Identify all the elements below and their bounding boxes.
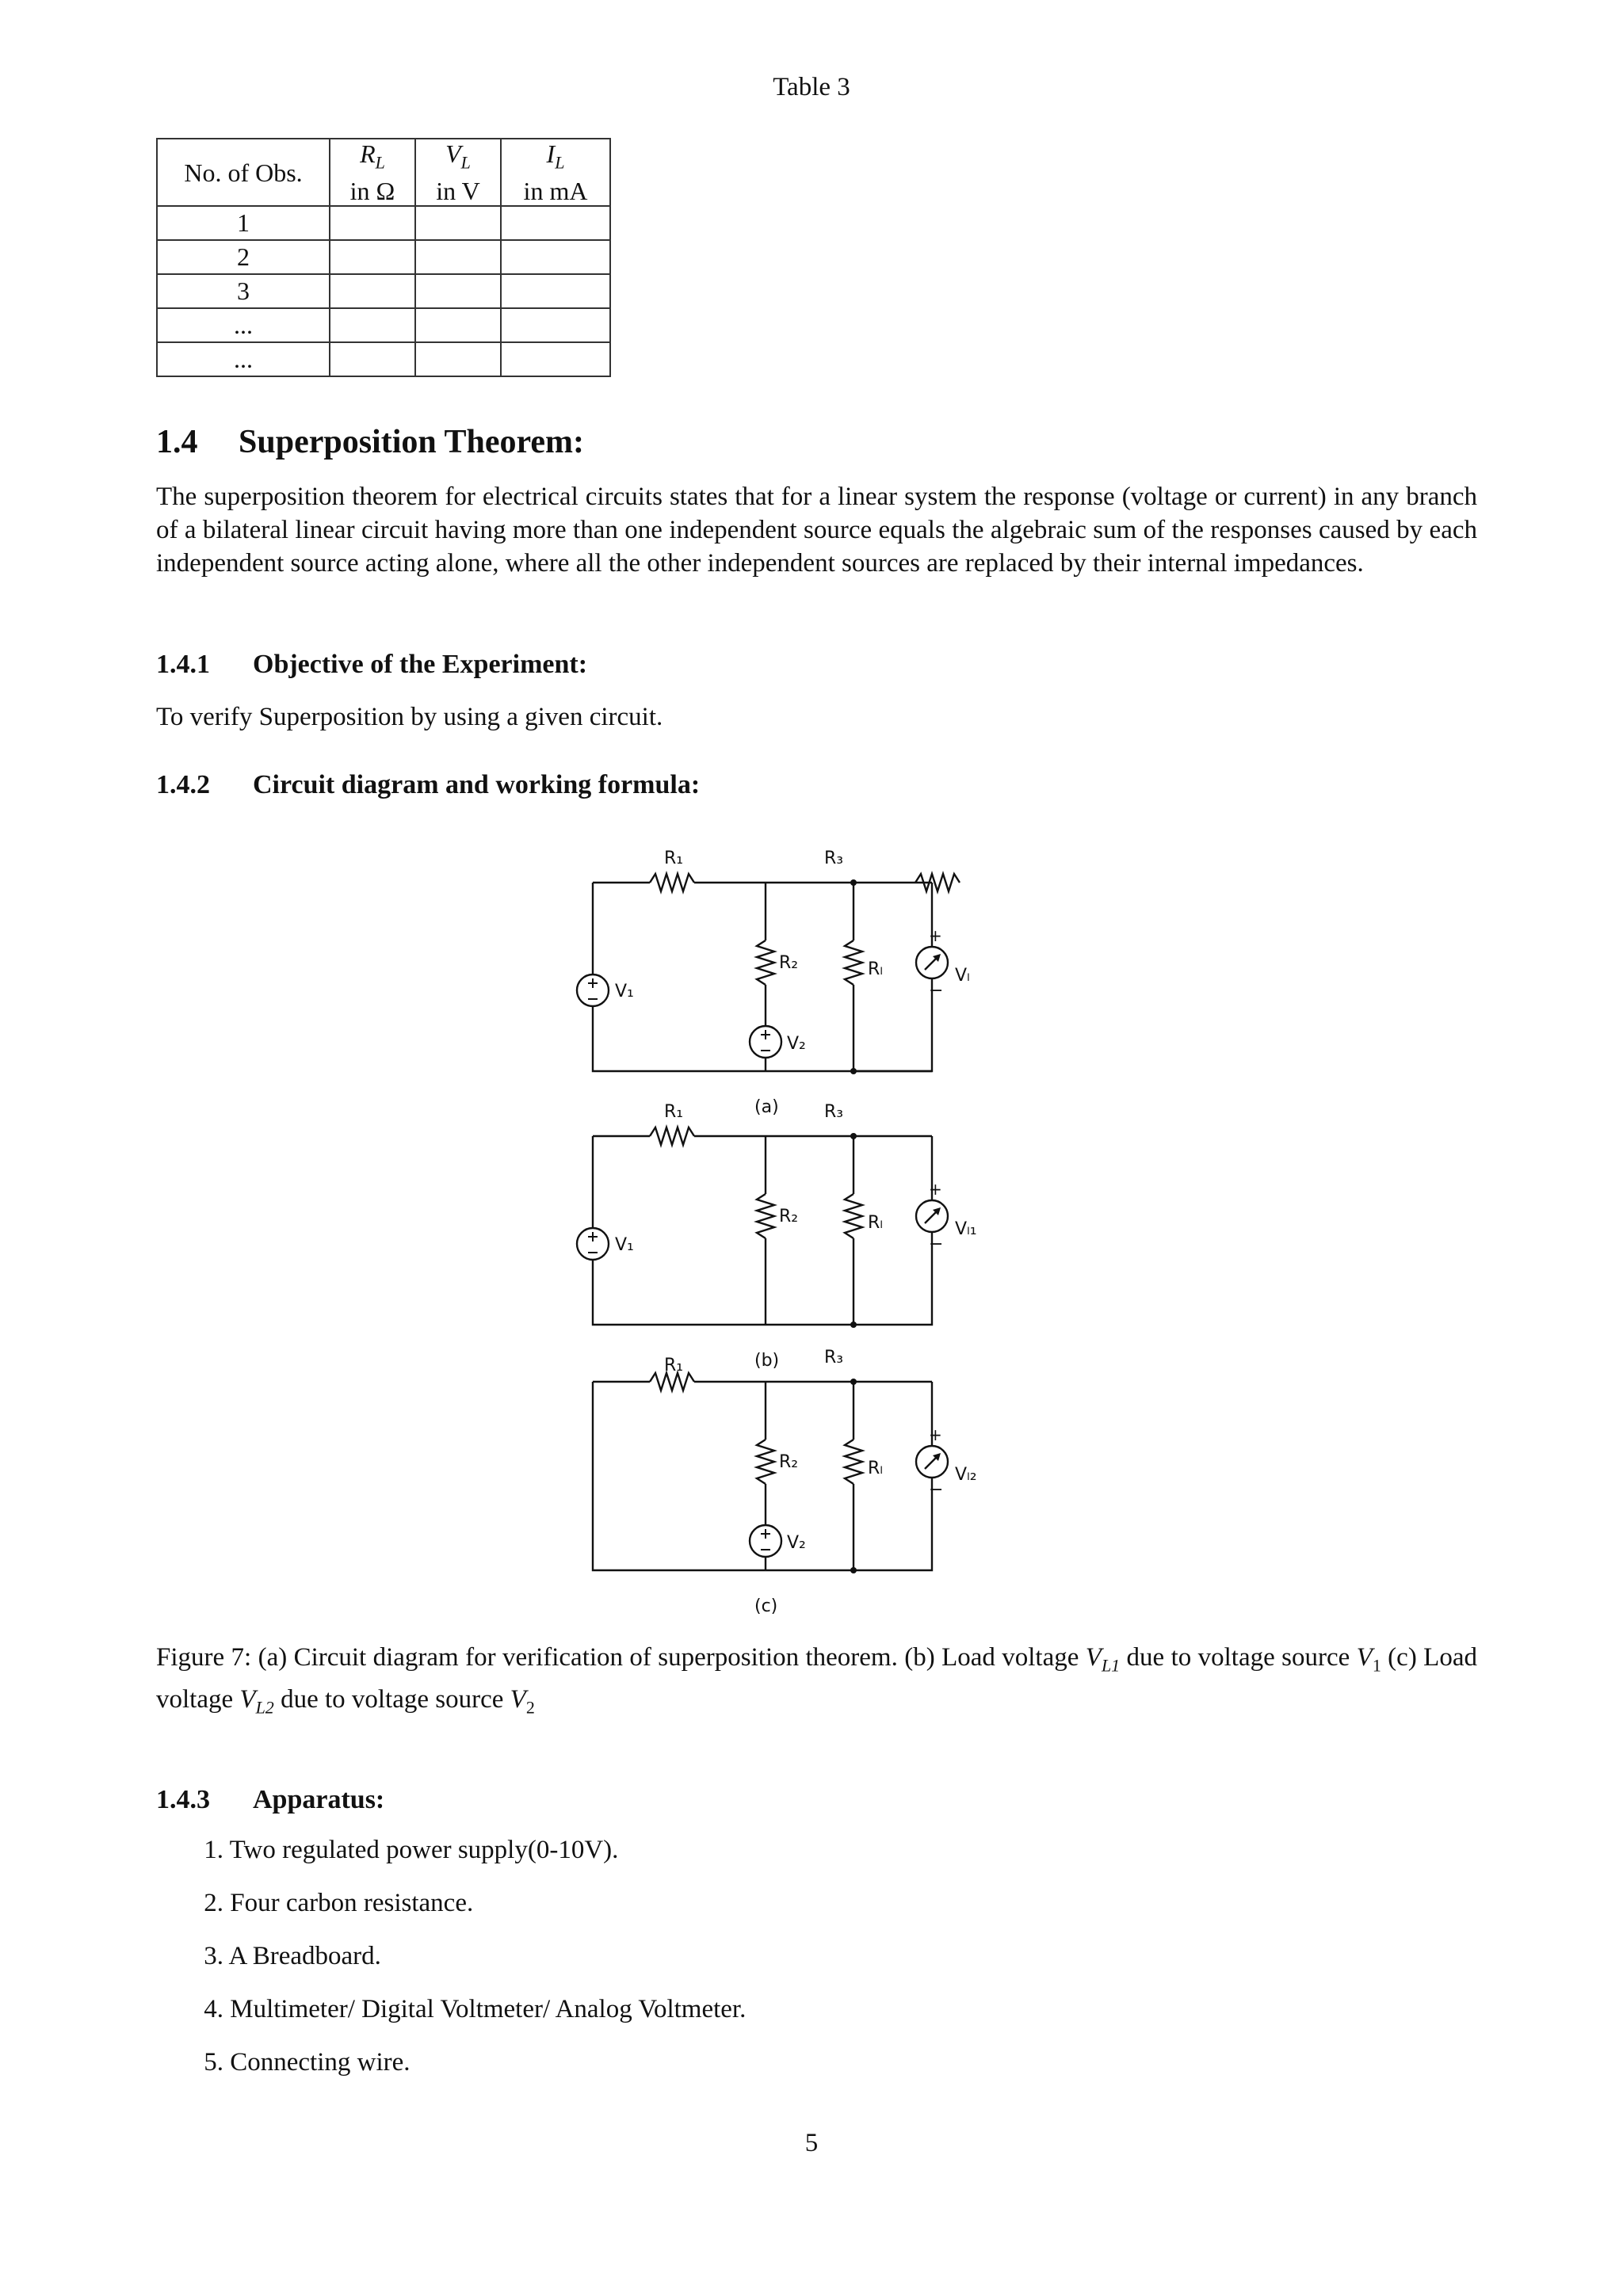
objective-heading: 1.4.1 Objective of the Experiment: <box>156 650 588 679</box>
row-number: ... <box>157 342 330 376</box>
label-rl: Rₗ <box>868 1459 883 1478</box>
table-row <box>157 206 610 240</box>
label-v1: V₁ <box>615 982 634 1001</box>
label-v1: V₁ <box>615 1235 634 1255</box>
label-r3: R₃ <box>824 1348 844 1367</box>
section-number: 1.4 <box>156 424 198 460</box>
table-header-row <box>157 139 610 206</box>
table-row <box>157 240 610 274</box>
label-r1: R₁ <box>664 1102 684 1122</box>
section-title: Superposition Theorem: <box>239 424 584 460</box>
row-number: 1 <box>157 206 330 240</box>
label-rl: Rₗ <box>868 1213 883 1233</box>
row-number: 3 <box>157 274 330 308</box>
header-rl: $R_L$ in Ω <box>330 139 415 206</box>
table-caption: Table 3 <box>773 73 850 101</box>
apparatus-heading: 1.4.3 Apparatus: <box>156 1785 385 1814</box>
label-meter: Vₗ₂ <box>955 1465 977 1485</box>
list-item: 1. Two regulated power supply(0-10V). <box>204 1836 619 1864</box>
circuit-a <box>577 874 960 1074</box>
circuit-a-labels <box>615 849 970 1117</box>
label-rl: Rₗ <box>868 959 883 979</box>
objective-body: To verify Superposition by using a given circuit. <box>156 703 663 731</box>
circuit-b <box>577 1102 977 1371</box>
label-r2: R₂ <box>779 1452 799 1472</box>
label-r1: R₁ <box>664 1356 684 1375</box>
observation-table <box>156 138 611 377</box>
label-tag: (a) <box>754 1097 779 1117</box>
circuit-c <box>593 1348 977 1616</box>
label-tag: (c) <box>754 1596 778 1616</box>
label-v2: V₂ <box>787 1034 806 1054</box>
label-r3: R₃ <box>824 1102 844 1122</box>
section-heading <box>156 423 584 461</box>
label-r2: R₂ <box>779 953 799 973</box>
label-meter: Vₗ₁ <box>955 1219 977 1239</box>
list-item: 5. Connecting wire. <box>204 2048 411 2077</box>
apparatus-list <box>156 1834 746 2100</box>
circuit-heading: 1.4.2 Circuit diagram and working formula: <box>156 770 701 799</box>
table-row <box>157 342 610 376</box>
list-item: 2. Four carbon resistance. <box>204 1889 474 1917</box>
list-item: 4. Multimeter/ Digital Voltmeter/ Analog Voltmeter. <box>204 1995 747 2023</box>
header-vl: $V_L$ in V <box>415 139 501 206</box>
page-number: 5 <box>804 2129 819 2157</box>
label-meter: Vₗ <box>955 966 970 986</box>
label-v2: V₂ <box>787 1533 806 1553</box>
header-obs-number: No. of Obs. <box>157 139 330 206</box>
row-number: 2 <box>157 240 330 274</box>
table-row <box>157 274 610 308</box>
row-number: ... <box>157 308 330 342</box>
table-row <box>157 308 610 342</box>
section-body: The superposition theorem for electrical circuits states that for a linear system the response (voltage or current) in any branch of a bilateral linear circuit having more than one independent source equals the algebraic sum of the responses caused by each independent source acting alone, where all the other independent sources are replaced by their internal impedances. <box>156 482 1477 578</box>
list-item: 3. A Breadboard. <box>204 1942 381 1970</box>
label-r2: R₂ <box>779 1207 799 1226</box>
label-tag: (b) <box>754 1351 780 1371</box>
label-r3: R₃ <box>824 849 844 868</box>
header-il: $I_L$ in mA <box>501 139 610 206</box>
label-r1: R₁ <box>664 849 684 868</box>
circuit-figure: + − R₁ R₃ R₂ Rₗ V₁ V₂ Vₗ (a) R₁ R₃ R₂ Rₗ V₁ Vₗ₁ (b) R₁ R₃ R₂ Rₗ V₂ Vₗ₂ (c) <box>544 803 977 1616</box>
figure-caption: Figure 7: (a) Circuit diagram for verification of superposition theorem. (b) Load voltage $V_{L1}$ due to voltage source $V_1$ (c) Load voltage $V_{L2}$ due to voltage source $V_2$ <box>156 1643 1477 1718</box>
